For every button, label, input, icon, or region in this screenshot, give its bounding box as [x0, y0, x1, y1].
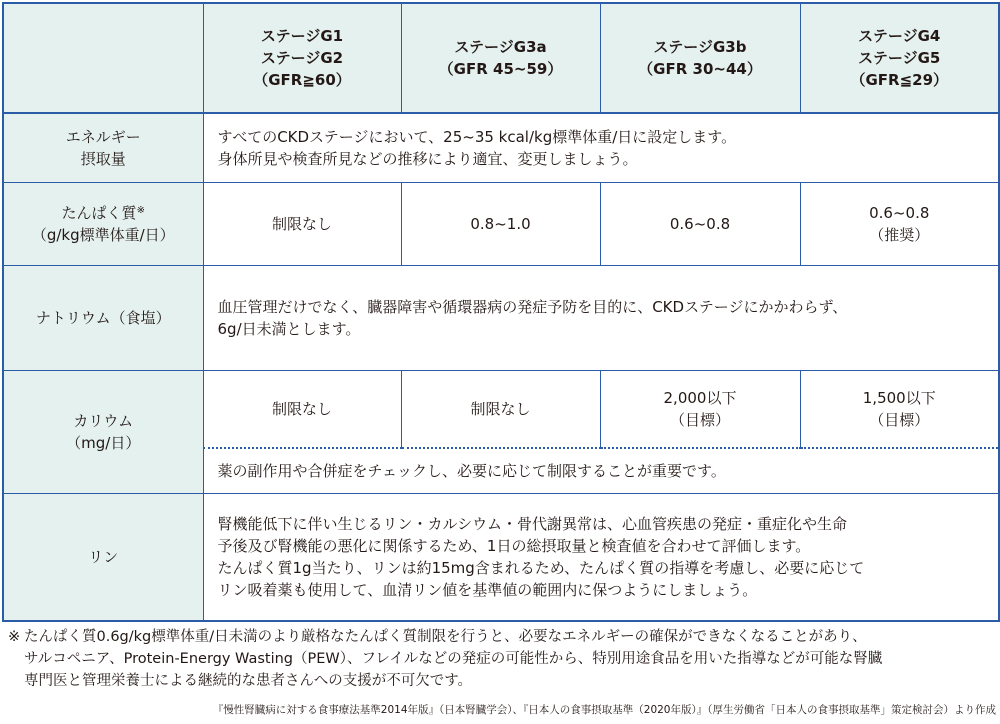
header-stage-g3a — [401, 3, 600, 113]
header-line: （GFR≦29） — [850, 71, 949, 89]
potassium-value-g4-g5 — [800, 371, 999, 449]
header-line: ステージG2 — [260, 49, 344, 67]
footnote-mark: ※ — [8, 629, 21, 645]
value-line: （目標） — [669, 411, 730, 429]
potassium-row — [3, 371, 999, 449]
header-line: ステージG1 — [260, 27, 344, 45]
header-line: （GFR 30~44） — [638, 60, 762, 78]
potassium-note-text — [203, 448, 999, 494]
text-line: 腎機能低下に伴い生じるリン・カルシウム・骨代謝異常は、心血管疾患の発症・重症化や生命 — [217, 515, 847, 533]
text-line: 予後及び腎機能の悪化に関係するため、1日の総摂取量と検査値を合わせて評価します。 — [217, 537, 811, 555]
text-line: すべてのCKDステージにおいて、25~35 kcal/kg標準体重/日に設定します。 — [217, 128, 737, 146]
header-line: ステージG3b — [653, 38, 747, 56]
text-line: たんぱく質1g当たり、リンは約15mg含まれるため、たんぱく質の指導を考慮し、必要に応じて — [217, 559, 865, 577]
value-line: 制限なし — [271, 400, 332, 418]
text-line: 身体所見や検査所見などの推移により適宜、変更しましょう。 — [217, 150, 638, 168]
value-line: 制限なし — [470, 400, 531, 418]
ckd-diet-table — [2, 2, 1000, 622]
protein-label — [3, 183, 203, 266]
header-stage-g1-g2 — [203, 3, 401, 113]
row-label-line: ナトリウム（食塩） — [35, 309, 171, 327]
text-line: 薬の副作用や合併症をチェックし、必要に応じて制限することが重要です。 — [217, 462, 726, 480]
value-line: （推奨） — [869, 226, 930, 244]
phosphorus-text — [203, 494, 999, 622]
energy-label — [3, 113, 203, 183]
row-label-line — [4, 202, 203, 224]
value-line: 2,000以下 — [663, 389, 737, 407]
footnote-line: サルコペニア、Protein-Energy Wasting（PEW）、フレイルなどの発症の可能性から、特別用途食品を用いた指導などが可能な腎臓 — [24, 651, 883, 667]
text-line: 血圧管理だけでなく、臓器障害や循環器病の発症予防を目的に、CKDステージにかかわらず、 — [217, 298, 848, 316]
protein-label-main: たんぱく質 — [61, 204, 137, 222]
value-line: 0.6~0.8 — [669, 215, 731, 233]
energy-text — [203, 113, 999, 183]
header-line: （GFR 45~59） — [438, 60, 563, 78]
value-line: 0.6~0.8 — [869, 204, 930, 222]
header-stage-g4-g5 — [800, 3, 999, 113]
potassium-label — [3, 371, 203, 494]
header-line: ステージG5 — [858, 49, 941, 67]
header-line: ステージG4 — [858, 27, 941, 45]
row-label-line: 摂取量 — [80, 150, 126, 168]
protein-value-g3a — [401, 183, 600, 266]
phosphorus-row — [3, 494, 999, 622]
header-line: （GFR≧60） — [253, 71, 351, 89]
text-line: 6g/日未満とします。 — [217, 320, 361, 338]
value-line: 0.8~1.0 — [470, 215, 531, 233]
footnote-line: 専門医と管理栄養士による継続的な患者さんへの支援が不可欠です。 — [24, 673, 473, 689]
potassium-value-g3a — [401, 371, 600, 449]
header-row — [3, 3, 999, 113]
phosphorus-label — [3, 494, 203, 622]
protein-value-g3b — [600, 183, 800, 266]
value-line: （目標） — [869, 411, 930, 429]
value-line: 制限なし — [271, 215, 332, 233]
sodium-label — [3, 266, 203, 371]
footnote-mark: ※ — [136, 205, 145, 216]
source-citation: 『慢性腎臓病に対する食事療法基準2014年版』（日本腎臓学会）、『日本人の食事摂取基準（2020年版）』（厚生労働省「日本人の食事摂取基準」策定検討会）より作成 — [212, 704, 996, 716]
value-line: 1,500以下 — [862, 389, 936, 407]
header-stage-g3b — [600, 3, 800, 113]
row-label-line: カリウム — [73, 412, 134, 430]
header-line: ステージG3a — [454, 38, 547, 56]
protein-row — [3, 183, 999, 266]
sodium-text — [203, 266, 999, 371]
potassium-value-g3b — [600, 371, 800, 449]
header-corner-cell — [3, 3, 203, 113]
footnote-line: たんぱく質0.6g/kg標準体重/日未満のより厳格なたんぱく質制限を行うと、必要なエネルギーの確保ができなくなることがあり、 — [24, 629, 867, 645]
potassium-value-g1-g2 — [203, 371, 401, 449]
row-label-line: エネルギー — [65, 128, 141, 146]
protein-value-g4-g5 — [800, 183, 999, 266]
row-label-line: （g/kg標準体重/日） — [31, 226, 175, 244]
energy-row — [3, 113, 999, 183]
footnote — [8, 626, 993, 692]
row-label-line: （mg/日） — [66, 434, 141, 452]
sodium-row — [3, 266, 999, 371]
text-line: リン吸着薬も使用して、血清リン値を基準値の範囲内に保つようにしましょう。 — [217, 581, 758, 599]
row-label-line: リン — [88, 548, 119, 566]
protein-value-g1-g2 — [203, 183, 401, 266]
